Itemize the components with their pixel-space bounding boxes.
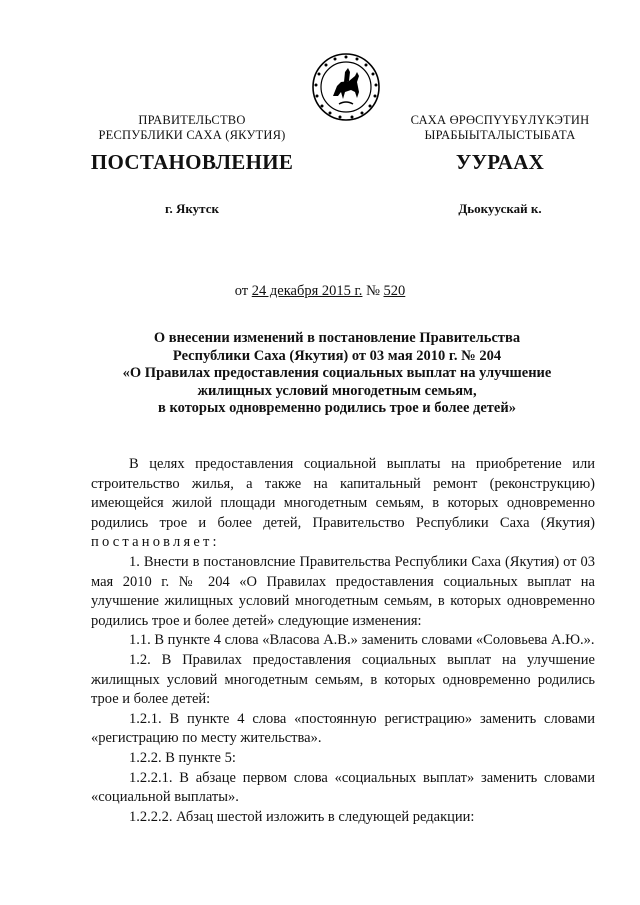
date-line (0, 283, 640, 300)
body-paragraph (91, 455, 595, 553)
right-org-line1: САХА ӨРӨСПҮҮБҮЛҮКЭТИН (410, 113, 590, 127)
number-prefix: № (362, 283, 384, 299)
emblem-icon (311, 52, 381, 122)
body-paragraph: 1.2.2.2. Абзац шестой изложить в следующей редакции: (129, 808, 475, 825)
body-paragraph: 1.2.2.1. В абзаце первом слова «социальных выплат» заменить словами «социальной выплаты». (91, 769, 595, 806)
left-org-line2: РЕСПУБЛИКИ САХА (ЯКУТИЯ) (98, 128, 286, 142)
coat-of-arms-emblem (311, 52, 381, 122)
subject-line: Республики Саха (Якутия) от 03 мая 2010 г. № 204 (172, 347, 502, 364)
body-paragraph: 1.1. В пункте 4 слова «Власова А.В.» заменить словами «Соловьева А.Ю.». (129, 632, 595, 649)
document-body (91, 455, 595, 827)
city-left: г. Якутск (165, 201, 219, 216)
date-prefix: от (234, 283, 252, 299)
body-paragraph: 1.2.2. В пункте 5: (129, 749, 236, 766)
body-paragraph: 1.2.1. В пункте 4 слова «постоянную регистрацию» заменить словами «регистрацию по месту жительства». (91, 710, 595, 747)
subject-line: жилищных условий многодетным семьям, (197, 382, 477, 399)
paragraph-text: В целях предоставления социальной выплаты на приобретение или строительство жилья, а также на капитальный ремонт (реконструкцию) имеющейся жилой площади многодетным семьям, в которых одновременно родились трое и более детей, Правительство Республики Саха (Якутия) (91, 456, 595, 531)
subject-line: в которых одновременно родились трое и более детей» (158, 400, 516, 417)
subject-line: «О Правилах предоставления социальных выплат на улучшение (122, 365, 552, 382)
body-paragraph: 1.2. В Правилах предоставления социальных выплат на улучшение жилищных условий многодетным семьям, в которых одновременно родились трое и более детей: (91, 651, 595, 708)
document-type-left: ПОСТАНОВЛЕНИЕ (90, 150, 294, 174)
resolution-word: постановляет: (91, 534, 220, 551)
body-paragraph: 1. Внести в постановлсние Правительства Республики Саха (Якутия) от 03 мая 2010 г. № 204 «О Правилах предоставления социальных выплат на улучшение жилищных условий многодетным семьям, в которых одновременно родились трое и более детей» следующие изменения: (91, 553, 595, 629)
document-type-right: УУРААХ (455, 150, 545, 174)
subject-line: О внесении изменений в постановление Правительства (153, 330, 521, 346)
left-organization-name (78, 113, 306, 143)
right-organization-name (394, 113, 606, 143)
city-right: Дьокуускай к. (458, 201, 542, 216)
document-date: 24 декабря 2015 г. (251, 283, 363, 299)
document-subject (100, 330, 574, 418)
left-org-line1: ПРАВИТЕЛЬСТВО (138, 113, 246, 127)
right-org-line2: ЫРАБЫЫТАЛЫСТЫБАТА (424, 128, 576, 142)
document-number: 520 (383, 283, 406, 299)
